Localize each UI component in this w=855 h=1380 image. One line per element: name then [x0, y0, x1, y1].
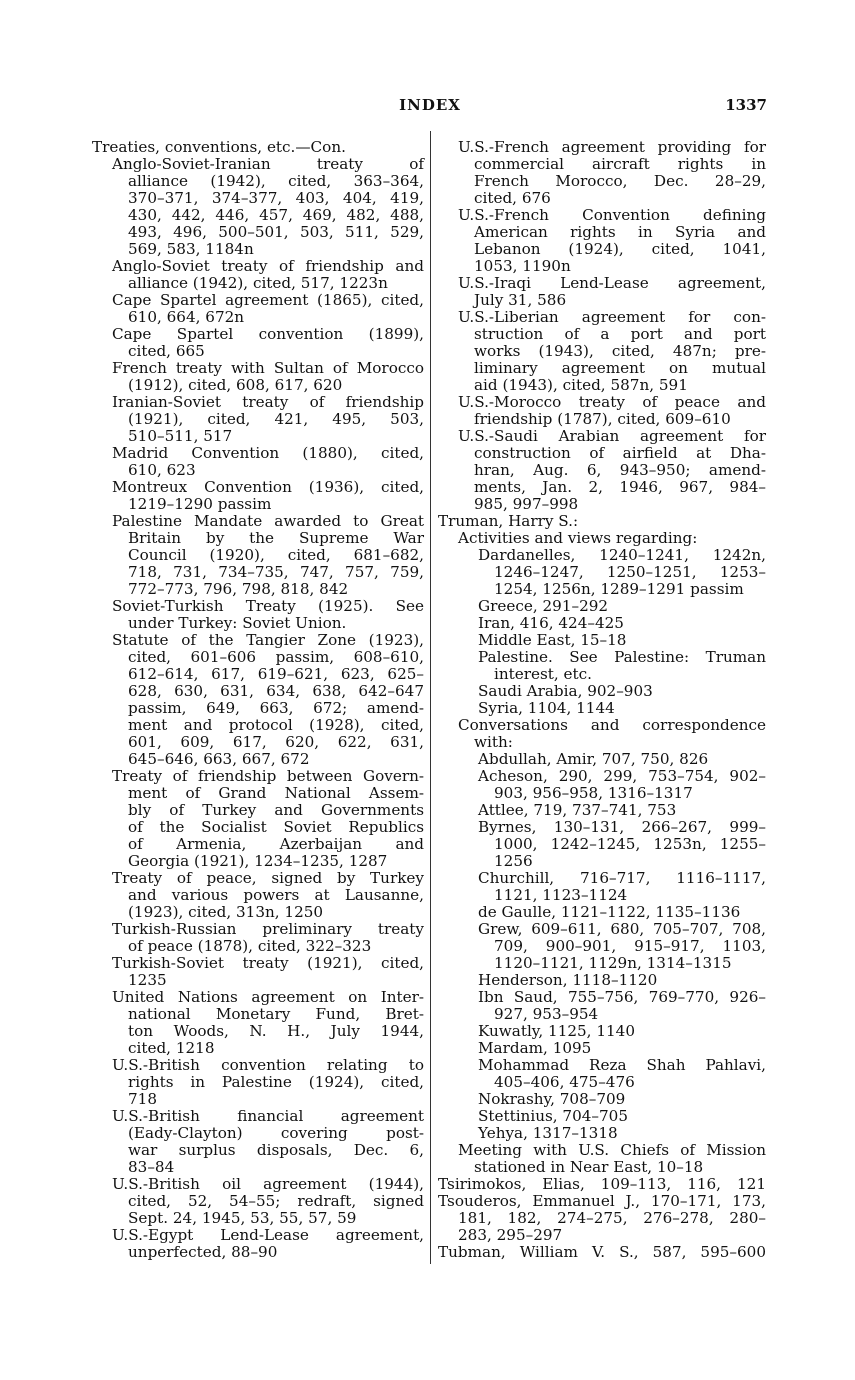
- index-line: French Morocco, Dec. 28–29,: [474, 172, 766, 190]
- index-line: 772–773, 796, 798, 818, 842: [128, 580, 349, 598]
- index-line: 1053, 1190n: [474, 257, 571, 275]
- index-line: of the Socialist Soviet Republics: [128, 818, 424, 836]
- index-line: 83–84: [128, 1158, 175, 1176]
- index-line: (1912), cited, 608, 617, 620: [128, 376, 343, 394]
- index-line: 610, 623: [128, 461, 196, 479]
- index-line: works (1943), cited, 487n; pre-: [474, 342, 766, 360]
- index-line: 1121, 1123–1124: [494, 886, 628, 904]
- index-line: commercial aircraft rights in: [474, 155, 766, 173]
- index-line: Meeting with U.S. Chiefs of Mission: [458, 1141, 766, 1159]
- index-line: Middle East, 15–18: [478, 631, 627, 649]
- index-line: Dardanelles, 1240–1241, 1242n,: [478, 546, 766, 564]
- index-line: and various powers at Lausanne,: [128, 886, 424, 904]
- index-line: U.S.-British financial agreement: [112, 1107, 424, 1125]
- index-line: Conversations and correspondence: [458, 716, 766, 734]
- index-line: ment and protocol (1928), cited,: [128, 716, 424, 734]
- index-line: 1219–1290 passim: [128, 495, 272, 513]
- index-line: Iranian-Soviet treaty of friendship: [112, 393, 424, 411]
- index-line: stationed in Near East, 10–18: [474, 1158, 704, 1176]
- index-line: 1254, 1256n, 1289–1291 passim: [494, 580, 744, 598]
- index-line: Activities and views regarding:: [458, 529, 698, 547]
- index-line: Nokrashy, 708–709: [478, 1090, 626, 1108]
- index-line: U.S.-Saudi Arabian agreement for: [458, 427, 766, 445]
- index-line: with:: [474, 733, 513, 751]
- index-line: Council (1920), cited, 681–682,: [128, 546, 424, 564]
- index-line: 601, 609, 617, 620, 622, 631,: [128, 733, 424, 751]
- index-line: Mardam, 1095: [478, 1039, 592, 1057]
- index-line: U.S.-Egypt Lend-Lease agreement,: [112, 1226, 424, 1244]
- index-line: Treaty of friendship between Govern-: [112, 767, 424, 785]
- index-line: U.S.-British convention relating to: [112, 1056, 424, 1074]
- index-line: 569, 583, 1184n: [128, 240, 254, 258]
- index-line: 718: [128, 1090, 157, 1108]
- index-line: Montreux Convention (1936), cited,: [112, 478, 424, 496]
- index-line: under Turkey: Soviet Union.: [128, 614, 347, 632]
- index-line: Greece, 291–292: [478, 597, 609, 615]
- index-line: Abdullah, Amir, 707, 750, 826: [478, 750, 709, 768]
- column-divider: [430, 131, 431, 1264]
- index-line: Kuwatly, 1125, 1140: [478, 1022, 635, 1040]
- index-line: Iran, 416, 424–425: [478, 614, 624, 632]
- index-line: Turkish-Russian preliminary treaty: [112, 920, 424, 938]
- index-line: 1000, 1242–1245, 1253n, 1255–: [494, 835, 766, 853]
- index-line: Churchill, 716–717, 1116–1117,: [478, 869, 766, 887]
- index-line: 985, 997–998: [474, 495, 579, 513]
- index-line: struction of a port and port: [474, 325, 766, 343]
- index-line: 430, 442, 446, 457, 469, 482, 488,: [128, 206, 424, 224]
- index-line: Georgia (1921), 1234–1235, 1287: [128, 852, 388, 870]
- index-line: U.S.-Iraqi Lend-Lease agreement,: [458, 274, 766, 292]
- index-line: unperfected, 88–90: [128, 1243, 278, 1261]
- index-line: Saudi Arabia, 902–903: [478, 682, 653, 700]
- index-line: Palestine Mandate awarded to Great: [112, 512, 424, 530]
- index-line: Truman, Harry S.:: [438, 512, 579, 530]
- running-head: INDEX: [399, 96, 461, 114]
- index-line: cited, 1218: [128, 1039, 215, 1057]
- index-line: 181, 182, 274–275, 276–278, 280–: [458, 1209, 766, 1227]
- index-line: of peace (1878), cited, 322–323: [128, 937, 372, 955]
- index-line: (1921), cited, 421, 495, 503,: [128, 410, 424, 428]
- index-line: alliance (1942), cited, 517, 1223n: [128, 274, 388, 292]
- index-line: U.S.-Liberian agreement for con-: [458, 308, 766, 326]
- index-line: Stettinius, 704–705: [478, 1107, 628, 1125]
- index-line: Cape Spartel agreement (1865), cited,: [112, 291, 424, 309]
- index-line: United Nations agreement on Inter-: [112, 988, 424, 1006]
- index-line: U.S.-Morocco treaty of peace and: [458, 393, 766, 411]
- index-line: 610, 664, 672n: [128, 308, 245, 326]
- index-line: American rights in Syria and: [474, 223, 766, 241]
- index-line: Anglo-Soviet treaty of friendship and: [112, 257, 424, 275]
- index-line: July 31, 586: [474, 291, 567, 309]
- index-line: 718, 731, 734–735, 747, 757, 759,: [128, 563, 424, 581]
- index-line: Madrid Convention (1880), cited,: [112, 444, 424, 462]
- index-line: interest, etc.: [494, 665, 592, 683]
- index-line: Tubman, William V. S., 587, 595–600: [438, 1243, 766, 1261]
- index-line: Yehya, 1317–1318: [478, 1124, 618, 1142]
- index-line: Sept. 24, 1945, 53, 55, 57, 59: [128, 1209, 357, 1227]
- index-line: 628, 630, 631, 634, 638, 642–647: [128, 682, 424, 700]
- index-column-left: [92, 139, 424, 1261]
- index-line: Henderson, 1118–1120: [478, 971, 658, 989]
- index-line: ton Woods, N. H., July 1944,: [128, 1022, 424, 1040]
- index-line: Grew, 609–611, 680, 705–707, 708,: [478, 920, 766, 938]
- index-line: rights in Palestine (1924), cited,: [128, 1073, 424, 1091]
- index-line: hran, Aug. 6, 943–950; amend-: [474, 461, 766, 479]
- index-line: liminary agreement on mutual: [474, 359, 766, 377]
- index-line: 927, 953–954: [494, 1005, 599, 1023]
- index-line: Turkish-Soviet treaty (1921), cited,: [112, 954, 424, 972]
- index-line: national Monetary Fund, Bret-: [128, 1005, 424, 1023]
- index-line: friendship (1787), cited, 609–610: [474, 410, 731, 428]
- index-line: Attlee, 719, 737–741, 753: [478, 801, 677, 819]
- index-line: Cape Spartel convention (1899),: [112, 325, 424, 343]
- index-line: bly of Turkey and Governments: [128, 801, 424, 819]
- index-line: Tsouderos, Emmanuel J., 170–171, 173,: [438, 1192, 766, 1210]
- page-header: [0, 96, 855, 120]
- index-line: 612–614, 617, 619–621, 623, 625–: [128, 665, 424, 683]
- index-line: Britain by the Supreme War: [128, 529, 424, 547]
- index-line: 405–406, 475–476: [494, 1073, 635, 1091]
- index-line: 1120–1121, 1129n, 1314–1315: [494, 954, 732, 972]
- index-line: 709, 900–901, 915–917, 1103,: [494, 937, 766, 955]
- index-line: 283, 295–297: [458, 1226, 563, 1244]
- index-line: (1923), cited, 313n, 1250: [128, 903, 324, 921]
- index-line: construction of airfield at Dha-: [474, 444, 766, 462]
- index-line: Treaties, conventions, etc.—Con.: [92, 138, 346, 156]
- index-line: of Armenia, Azerbaijan and: [128, 835, 424, 853]
- index-line: U.S.-British oil agreement (1944),: [112, 1175, 424, 1193]
- index-line: Byrnes, 130–131, 266–267, 999–: [478, 818, 766, 836]
- index-line: 1256: [494, 852, 533, 870]
- index-line: cited, 665: [128, 342, 205, 360]
- index-line: Lebanon (1924), cited, 1041,: [474, 240, 766, 258]
- index-line: 903, 956–958, 1316–1317: [494, 784, 693, 802]
- index-line: 1235: [128, 971, 167, 989]
- index-line: Palestine. See Palestine: Truman: [478, 648, 766, 666]
- index-line: Tsirimokos, Elias, 109–113, 116, 121: [438, 1175, 766, 1193]
- index-line: Treaty of peace, signed by Turkey: [112, 869, 424, 887]
- index-line: aid (1943), cited, 587n, 591: [474, 376, 688, 394]
- index-line: French treaty with Sultan of Morocco: [112, 359, 424, 377]
- index-line: Statute of the Tangier Zone (1923),: [112, 631, 424, 649]
- index-line: cited, 52, 54–55; redraft, signed: [128, 1192, 424, 1210]
- index-line: Anglo-Soviet-Iranian treaty of: [112, 155, 424, 173]
- index-line: cited, 676: [474, 189, 551, 207]
- index-line: Soviet-Turkish Treaty (1925). See: [112, 597, 424, 615]
- index-line: Ibn Saud, 755–756, 769–770, 926–: [478, 988, 766, 1006]
- index-line: cited, 601–606 passim, 608–610,: [128, 648, 424, 666]
- index-line: (Eady-Clayton) covering post-: [128, 1124, 424, 1142]
- index-line: 1246–1247, 1250–1251, 1253–: [494, 563, 766, 581]
- index-line: ment of Grand National Assem-: [128, 784, 424, 802]
- index-line: war surplus disposals, Dec. 6,: [128, 1141, 424, 1159]
- index-line: 510–511, 517: [128, 427, 233, 445]
- index-line: de Gaulle, 1121–1122, 1135–1136: [478, 903, 741, 921]
- index-line: 645–646, 663, 667, 672: [128, 750, 310, 768]
- page-number: 1337: [725, 96, 767, 114]
- index-line: U.S.-French Convention defining: [458, 206, 766, 224]
- index-line: Syria, 1104, 1144: [478, 699, 615, 717]
- index-line: U.S.-French agreement providing for: [458, 138, 766, 156]
- index-line: alliance (1942), cited, 363–364,: [128, 172, 424, 190]
- index-line: 370–371, 374–377, 403, 404, 419,: [128, 189, 424, 207]
- index-line: Mohammad Reza Shah Pahlavi,: [478, 1056, 766, 1074]
- index-line: passim, 649, 663, 672; amend-: [128, 699, 424, 717]
- index-line: ments, Jan. 2, 1946, 967, 984–: [474, 478, 766, 496]
- index-line: 493, 496, 500–501, 503, 511, 529,: [128, 223, 424, 241]
- index-column-right: [438, 139, 766, 1261]
- index-line: Acheson, 290, 299, 753–754, 902–: [478, 767, 766, 785]
